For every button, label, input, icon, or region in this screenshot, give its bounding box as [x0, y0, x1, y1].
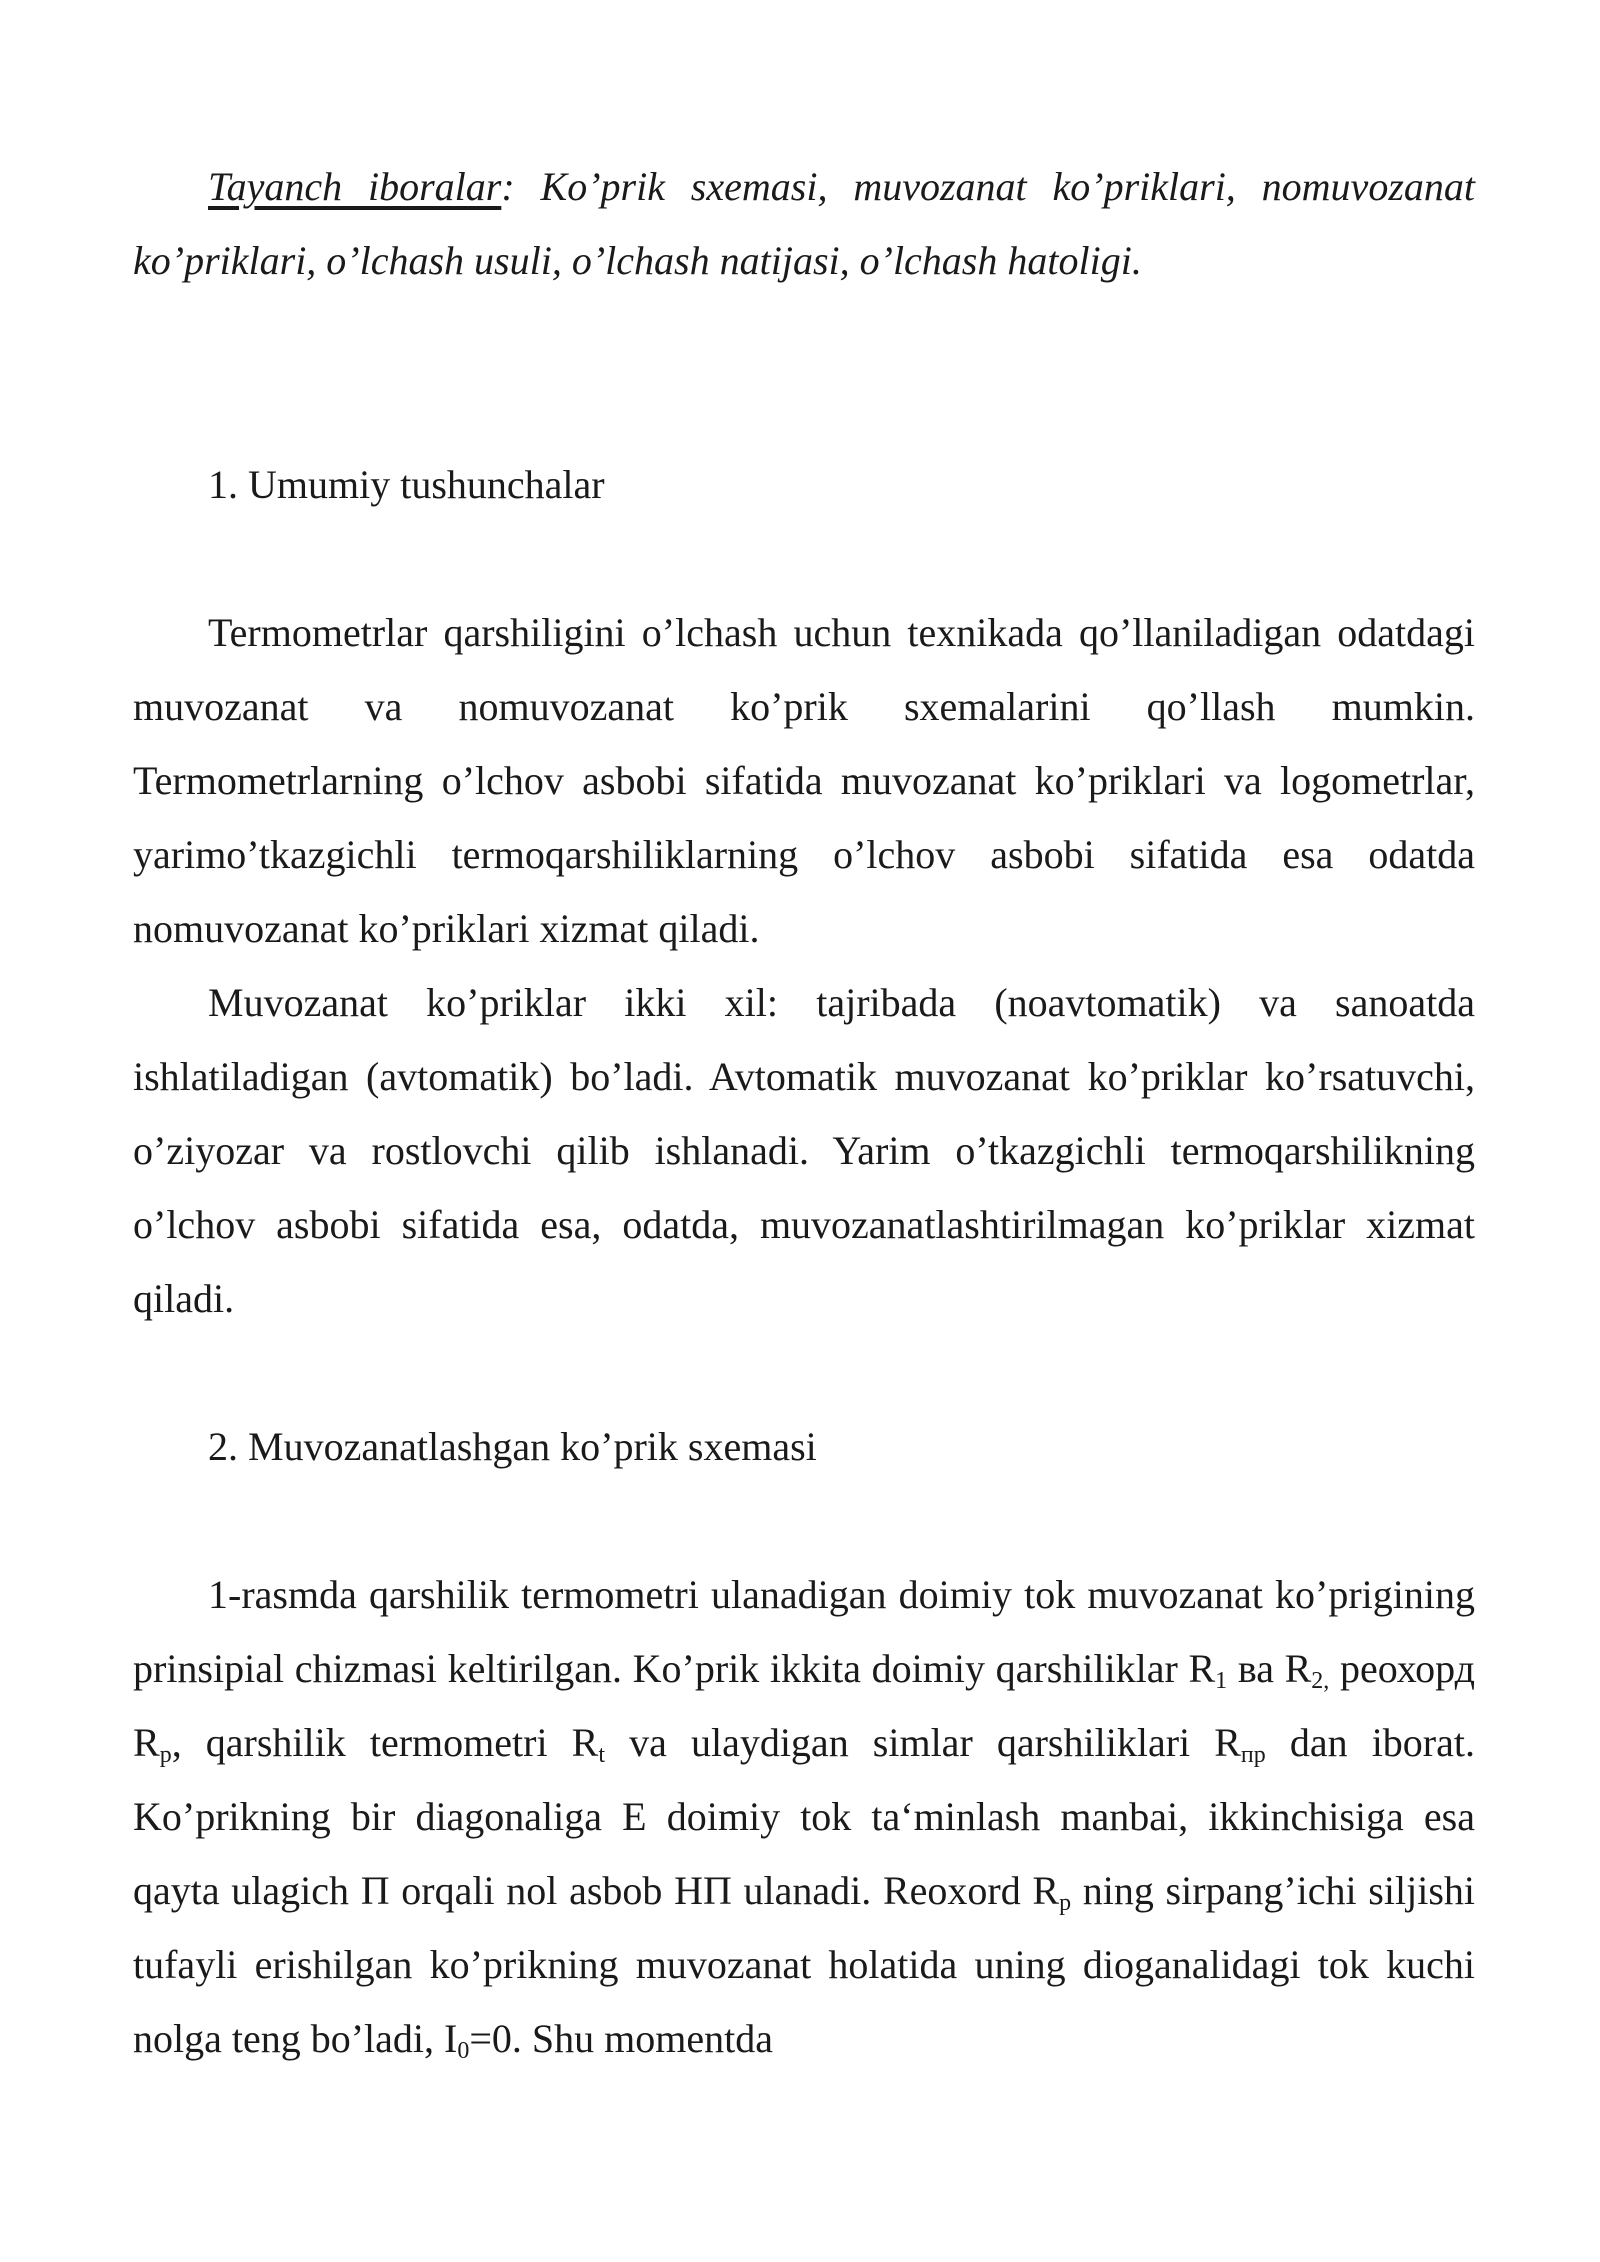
section-2-paragraph-1	[133, 1558, 1475, 2076]
subscript-t: t	[598, 1742, 606, 1768]
subscript-p: p	[1059, 1890, 1072, 1916]
spacer	[133, 298, 1475, 448]
section-2-heading: 2. Muvozanatlashgan ko’prik sxemasi	[208, 1424, 817, 1469]
subscript-1: 1	[1215, 1668, 1228, 1694]
keywords-colon: :	[501, 164, 515, 209]
section-1-paragraph-1: Termometrlar qarshiligini o’lchash uchun texnikada qo’llaniladigan odatdagi muvozanat va nomuvozanat ko’prik sxemalarini qo’llash mumkin. Termometrlarning o’lchov asbobi sifatida muvozanat ko’priklari va logometrlar, yarimo’tkazgichli termoqarshiliklarning o’lchov asbobi sifatida esa odatda nomuvozanat ko’priklari xizmat qiladi.	[133, 610, 1475, 951]
text-run: =0. Shu momentda	[469, 2016, 774, 2061]
text-run: ва R	[1227, 1646, 1312, 1691]
spacer	[133, 1336, 1475, 1410]
spacer	[133, 522, 1475, 596]
text-run: va ulaydigan simlar qarshiliklari R	[605, 1720, 1241, 1765]
subscript-p: p	[159, 1742, 172, 1768]
subscript-0: 0	[457, 2038, 470, 2064]
subscript-2: 2,	[1311, 1668, 1330, 1694]
spacer	[133, 1484, 1475, 1558]
text-run: ning sirpang’ichi siljishi tufayli erishilgan ko’prikning muvozanat holatida uning dioganalidagi tok kuchi nolga teng bo’ladi, I	[133, 1868, 1475, 2061]
subscript-pr: пр	[1240, 1742, 1266, 1768]
keywords-text: Ko’prik sxemasi, muvozanat ko’priklari, nomuvozanat ko’priklari, o’lchash usuli, o’lchash natijasi, o’lchash hatoligi.	[133, 164, 1475, 283]
text-run: dan iborat. Ko’prikning bir diagonaliga E doimiy tok ta‘minlash manbai, ikkinchisiga esa qayta ulagich П orqali nol asbob НП ulanadi. Reoxord R	[133, 1720, 1475, 1913]
text-run: , qarshilik termometri R	[171, 1720, 599, 1765]
section-1-paragraph-2: Muvozanat ko’priklar ikki xil: tajribada (noavtomatik) va sanoatda ishlatiladigan (avtomatik) bo’ladi. Avtomatik muvozanat ko’priklar ko’rsatuvchi, o’ziyozar va rostlovchi qilib ishlanadi. Yarim o’tkazgichli termoqarshilikning o’lchov asbobi sifatida esa, odatda, muvozanatlashtirilmagan ko’priklar xizmat qiladi.	[133, 980, 1475, 1321]
keywords-label: Tayanch iboralar	[208, 164, 502, 209]
section-1-heading: 1. Umumiy tushunchalar	[208, 462, 605, 507]
text-run: реохорд R	[133, 1646, 1475, 1765]
text-run: 1-rasmda qarshilik termometri ulanadigan doimiy tok muvozanat ko’prigining prinsipial chizmasi keltirilgan. Ko’prik ikkita doimiy qarshiliklar R	[133, 1572, 1475, 1691]
keywords-paragraph	[133, 150, 1475, 298]
document-page	[133, 150, 1475, 2076]
